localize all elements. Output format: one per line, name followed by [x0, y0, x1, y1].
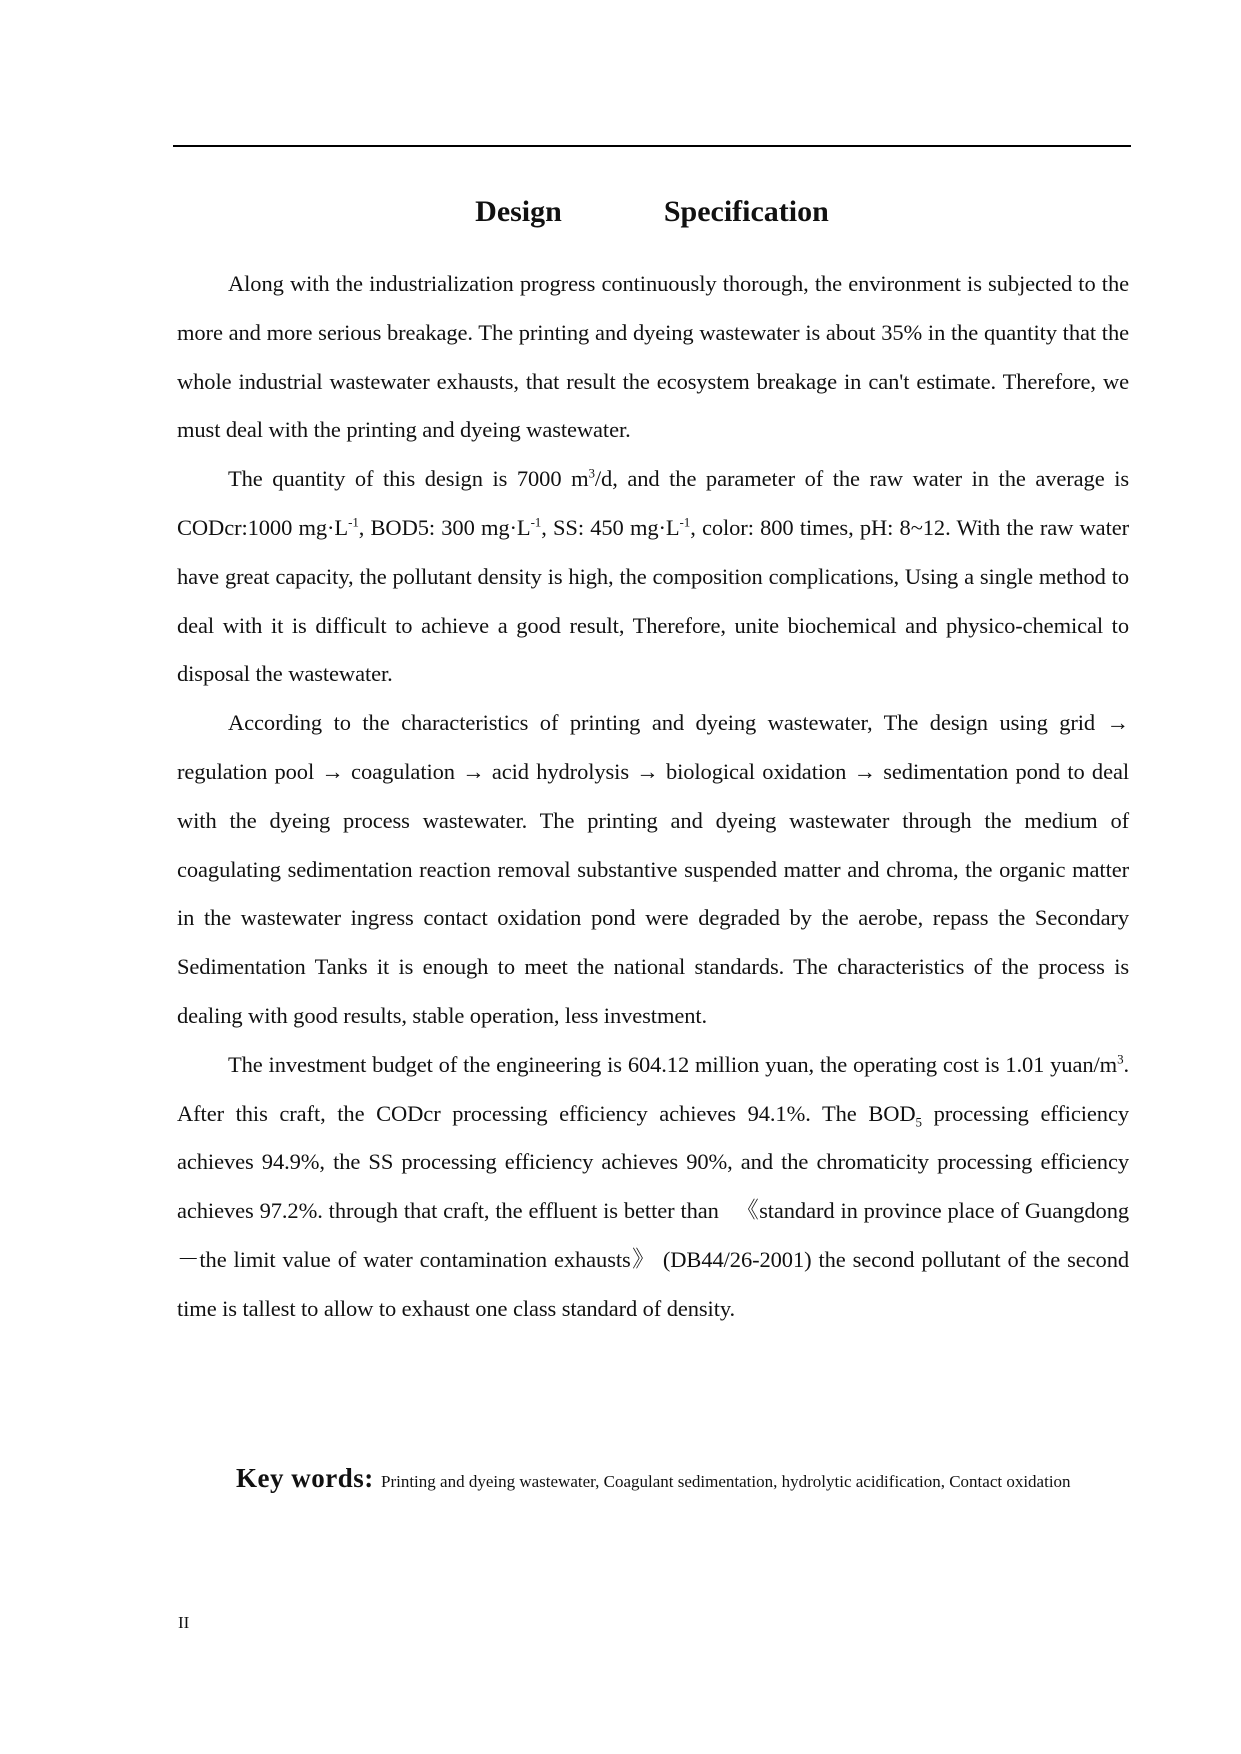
page-number: II	[178, 1613, 190, 1632]
paragraph-3: According to the characteristics of printing and dyeing wastewater, The design using grid → regulation pool → coagulation → acid hydrolysis → biological oxidation → sedimentation pond to deal with the dyeing process wastewater. The printing and dyeing wastewater through the medium of coagulating sedimentation reaction removal substantive suspended matter and chroma, the organic matter in the wastewater ingress contact oxidation pond were degraded by the aerobe, repass the Secondary Sedimentation Tanks it is enough to meet the national standards. The characteristics of the process is dealing with good results, stable operation, less investment.	[177, 710, 1129, 1028]
p4-text-c: processing efficiency achieves 94.9%, the SS processing efficiency achieves 90%, and the chromaticity processing efficiency achieves 97.2%. through that craft, the effluent is better than 《standard in province place of Guangdong－the limit value of water contamination exhausts》 (DB44/26-2001) the second pollutant of the second time is tallest to allow to exhaust one class standard of density.	[177, 1100, 1129, 1321]
keywords-separator: :	[364, 1463, 381, 1493]
p4-superscript-a: 3	[1117, 1051, 1124, 1067]
paragraph-2	[177, 455, 1129, 699]
p2-text-a: The quantity of this design is 7000 m	[228, 466, 589, 492]
p2-text-d: , SS: 450 mg·L	[541, 514, 680, 540]
keywords-label	[236, 1463, 381, 1493]
p2-superscript-c: -1	[530, 514, 542, 530]
p4-text-b: . After this craft, the CODcr processing efficiency achieves 94.1%. The BOD	[177, 1051, 1129, 1126]
p4-subscript-b: 5	[915, 1114, 922, 1130]
keywords-label-text: Key words	[236, 1463, 365, 1493]
p2-superscript-b: -1	[348, 514, 359, 530]
p2-superscript-d: -1	[679, 514, 691, 530]
p2-text-c: , BOD5: 300 mg·L	[358, 514, 531, 540]
header-rule	[173, 145, 1131, 147]
keywords-text: Printing and dyeing wastewater, Coagulant sedimentation, hydrolytic acidification, Contact oxidation	[381, 1472, 1071, 1491]
p2-text-b: /d, and the parameter of the raw water in the average is CODcr:1000 mg·L	[177, 466, 1130, 540]
keywords-block	[177, 1450, 1129, 1510]
paragraph-4	[177, 1041, 1129, 1334]
abstract-body	[177, 260, 1129, 1334]
page-title: Design Specification	[475, 195, 829, 228]
p2-superscript-a: 3	[588, 465, 595, 481]
p4-text-a: The investment budget of the engineering is 604.12 million yuan, the operating cost is 1.01 yuan/m	[228, 1051, 1118, 1077]
paragraph-1: Along with the industrialization progress continuously thorough, the environment is subjected to the more and more serious breakage. The printing and dyeing wastewater is about 35% in the quantity that the whole industrial wastewater exhausts, that result the ecosystem breakage in can't estimate. Therefore, we must deal with the printing and dyeing wastewater.	[177, 271, 1129, 443]
p2-text-e: , color: 800 times, pH: 8~12. With the raw water have great capacity, the pollutant density is high, the composition complications, Using a single method to deal with it is difficult to achieve a good result, Therefore, unite biochemical and physico-chemical to disposal the wastewater.	[177, 514, 1129, 687]
